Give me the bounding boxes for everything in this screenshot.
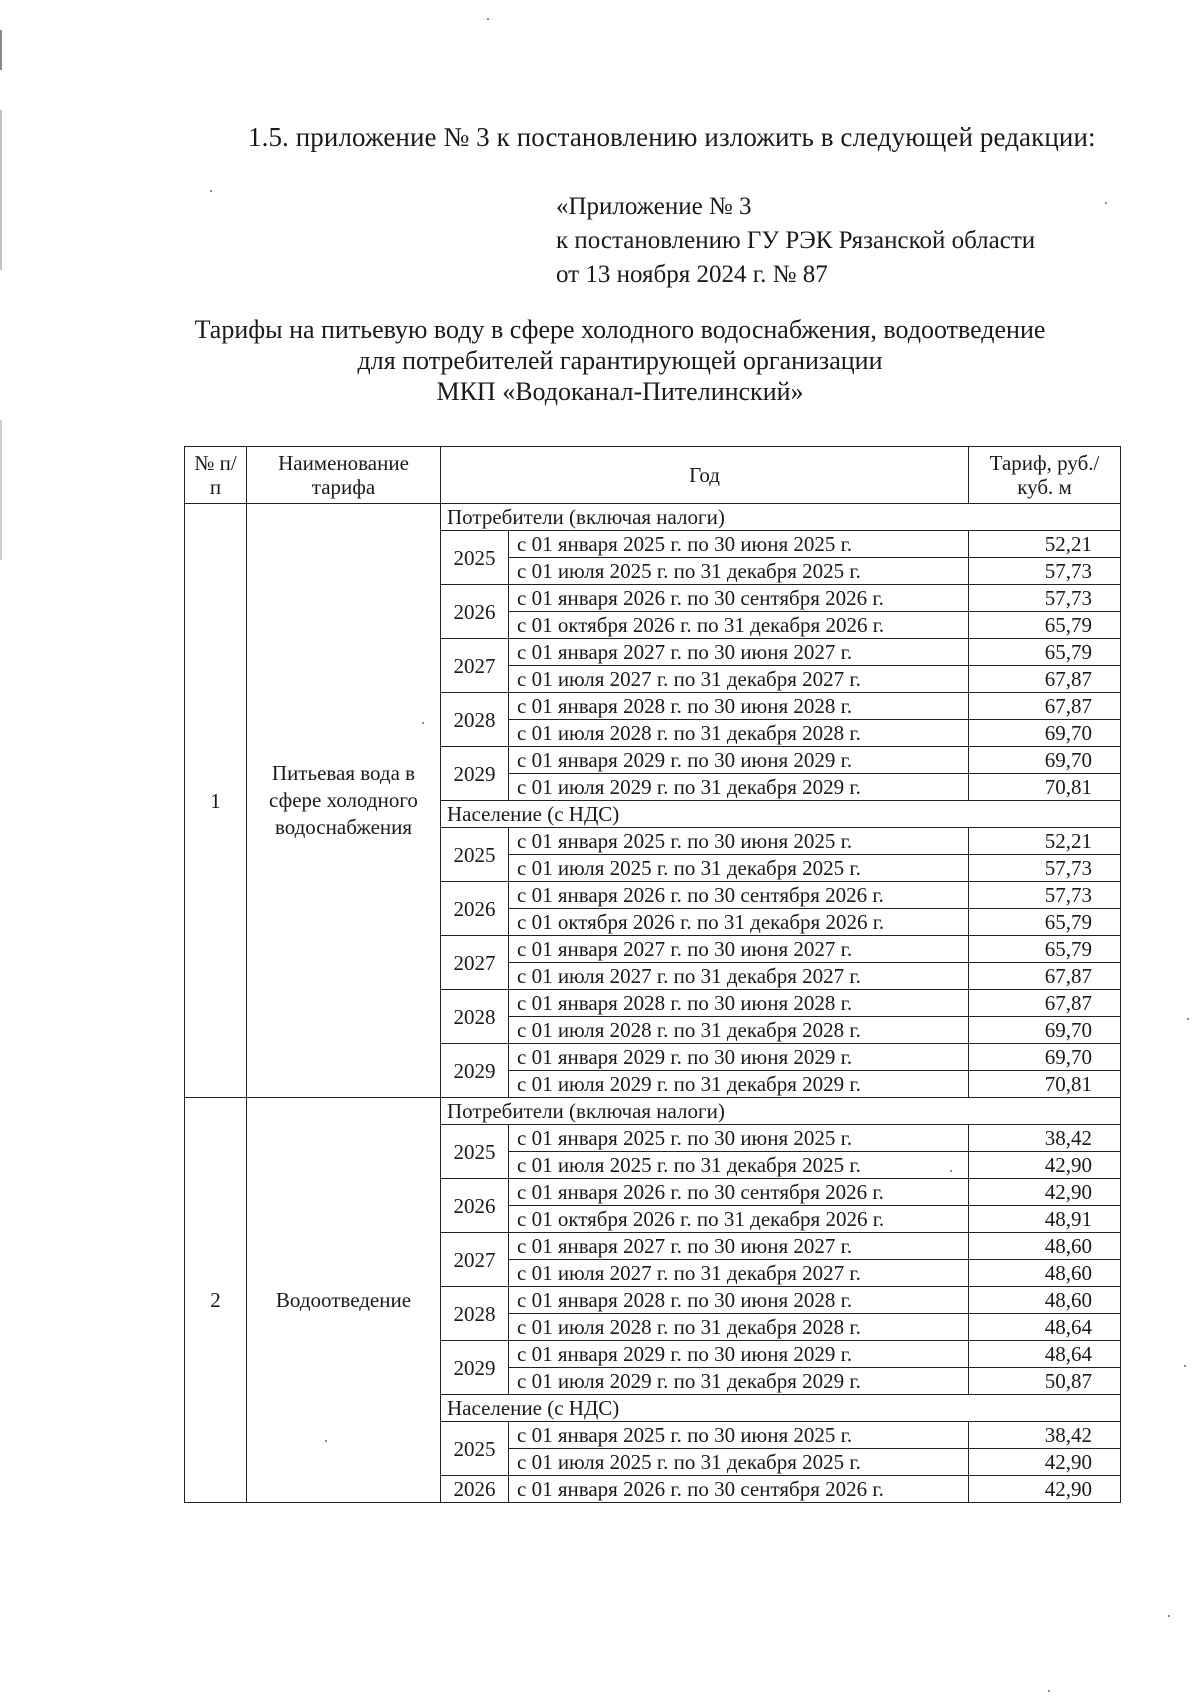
group-name-cell: Питьевая вода в сфере холодного водоснабжения (247, 504, 441, 1098)
tariff-value-cell: 48,60 (969, 1233, 1121, 1260)
year-cell: 2029 (441, 1341, 509, 1395)
tariff-value-cell: 65,79 (969, 909, 1121, 936)
tariff-value-cell: 70,81 (969, 1071, 1121, 1098)
period-cell: с 01 июля 2028 г. по 31 декабря 2028 г. (509, 1017, 969, 1044)
scan-speck (422, 722, 424, 724)
tariff-value-cell: 65,79 (969, 936, 1121, 963)
scan-speck (1048, 1690, 1050, 1692)
period-cell: с 01 июля 2027 г. по 31 декабря 2027 г. (509, 1260, 969, 1287)
year-cell: 2025 (441, 1422, 509, 1476)
period-cell: с 01 июля 2028 г. по 31 декабря 2028 г. (509, 720, 969, 747)
tariff-value-cell: 57,73 (969, 855, 1121, 882)
tariff-value-cell: 52,21 (969, 828, 1121, 855)
tariff-value-cell: 52,21 (969, 531, 1121, 558)
tariff-value-cell: 38,42 (969, 1125, 1121, 1152)
header-num: № п/п (185, 447, 247, 504)
scan-edge-mark (0, 420, 2, 560)
tariff-value-cell: 57,73 (969, 882, 1121, 909)
tariff-value-cell: 48,60 (969, 1260, 1121, 1287)
period-cell: с 01 января 2029 г. по 30 июня 2029 г. (509, 1044, 969, 1071)
tariff-value-cell: 65,79 (969, 612, 1121, 639)
tariff-value-cell: 70,81 (969, 774, 1121, 801)
section-label-cell: Потребители (включая налоги) (441, 504, 1121, 531)
tariff-value-cell: 69,70 (969, 1017, 1121, 1044)
tariff-value-cell: 42,90 (969, 1449, 1121, 1476)
tariff-value-cell: 69,70 (969, 1044, 1121, 1071)
period-cell: с 01 января 2025 г. по 30 июня 2025 г. (509, 1125, 969, 1152)
section-label-cell: Население (с НДС) (441, 801, 1121, 828)
year-cell: 2025 (441, 531, 509, 585)
scan-speck (325, 1440, 327, 1442)
year-cell: 2025 (441, 828, 509, 882)
period-cell: с 01 июля 2027 г. по 31 декабря 2027 г. (509, 963, 969, 990)
tariff-value-cell: 67,87 (969, 666, 1121, 693)
scan-edge-mark (0, 110, 2, 270)
period-cell: с 01 июля 2025 г. по 31 декабря 2025 г. (509, 1449, 969, 1476)
tariff-value-cell: 48,64 (969, 1341, 1121, 1368)
year-cell: 2028 (441, 693, 509, 747)
amendment-intro: 1.5. приложение № 3 к постановлению изложить в следующей редакции: (248, 122, 1096, 152)
period-cell: с 01 июля 2029 г. по 31 декабря 2029 г. (509, 1368, 969, 1395)
tariff-value-cell: 42,90 (969, 1476, 1121, 1503)
tariff-value-cell: 50,87 (969, 1368, 1121, 1395)
year-cell: 2027 (441, 1233, 509, 1287)
section-label-cell: Потребители (включая налоги) (441, 1098, 1121, 1125)
period-cell: с 01 июля 2029 г. по 31 декабря 2029 г. (509, 1071, 969, 1098)
header-tariff: Тариф, руб./куб. м (969, 447, 1121, 504)
section-row (185, 504, 1121, 531)
period-cell: с 01 января 2026 г. по 30 сентября 2026 г. (509, 882, 969, 909)
period-cell: с 01 января 2025 г. по 30 июня 2025 г. (509, 1422, 969, 1449)
year-cell: 2026 (441, 1476, 509, 1503)
year-cell: 2028 (441, 1287, 509, 1341)
scan-speck (487, 18, 489, 20)
year-cell: 2026 (441, 585, 509, 639)
period-cell: с 01 июля 2025 г. по 31 декабря 2025 г. (509, 558, 969, 585)
group-number-cell: 1 (185, 504, 247, 1098)
tariff-value-cell: 48,64 (969, 1314, 1121, 1341)
period-cell: с 01 июля 2025 г. по 31 декабря 2025 г. (509, 1152, 969, 1179)
tariff-value-cell: 65,79 (969, 639, 1121, 666)
scan-speck (950, 1170, 952, 1172)
appendix-line-2: к постановлению ГУ РЭК Рязанской области (556, 227, 1036, 254)
period-cell: с 01 января 2027 г. по 30 июня 2027 г. (509, 936, 969, 963)
tariff-value-cell: 69,70 (969, 747, 1121, 774)
period-cell: с 01 января 2029 г. по 30 июня 2029 г. (509, 747, 969, 774)
period-cell: с 01 января 2028 г. по 30 июня 2028 г. (509, 693, 969, 720)
period-cell: с 01 января 2027 г. по 30 июня 2027 г. (509, 1233, 969, 1260)
tariff-value-cell: 38,42 (969, 1422, 1121, 1449)
tariff-value-cell: 48,91 (969, 1206, 1121, 1233)
period-cell: с 01 января 2026 г. по 30 сентября 2026 г. (509, 585, 969, 612)
scan-speck (1105, 202, 1107, 204)
title-line-1: Тарифы на питьевую воду в сфере холодного водоснабжения, водоотведение (194, 315, 1046, 344)
period-cell: с 01 июля 2029 г. по 31 декабря 2029 г. (509, 774, 969, 801)
tariff-value-cell: 67,87 (969, 693, 1121, 720)
year-cell: 2026 (441, 1179, 509, 1233)
scan-edge-mark (0, 30, 2, 70)
period-cell: с 01 января 2029 г. по 30 июня 2029 г. (509, 1341, 969, 1368)
appendix-line-3: от 13 ноября 2024 г. № 87 (556, 261, 828, 288)
appendix-line-1: «Приложение № 3 (556, 193, 752, 220)
header-year: Год (441, 447, 969, 504)
header-name: Наименование тарифа (247, 447, 441, 504)
scan-speck (1168, 1615, 1170, 1617)
tariff-value-cell: 42,90 (969, 1152, 1121, 1179)
period-cell: с 01 октября 2026 г. по 31 декабря 2026 г. (509, 1206, 969, 1233)
year-cell: 2027 (441, 639, 509, 693)
period-cell: с 01 января 2027 г. по 30 июня 2027 г. (509, 639, 969, 666)
tariff-value-cell: 69,70 (969, 720, 1121, 747)
tariff-value-cell: 48,60 (969, 1287, 1121, 1314)
period-cell: с 01 октября 2026 г. по 31 декабря 2026 г. (509, 612, 969, 639)
period-cell: с 01 января 2026 г. по 30 сентября 2026 г. (509, 1179, 969, 1206)
tariff-value-cell: 42,90 (969, 1179, 1121, 1206)
title-line-3: МКП «Водоканал-Пителинский» (436, 377, 804, 406)
period-cell: с 01 января 2025 г. по 30 июня 2025 г. (509, 828, 969, 855)
scan-speck (1184, 1365, 1186, 1367)
period-cell: с 01 июля 2027 г. по 31 декабря 2027 г. (509, 666, 969, 693)
title-line-2: для потребителей гарантирующей организации (357, 346, 883, 375)
year-cell: 2029 (441, 1044, 509, 1098)
year-cell: 2029 (441, 747, 509, 801)
period-cell: с 01 января 2028 г. по 30 июня 2028 г. (509, 990, 969, 1017)
section-row (185, 1098, 1121, 1125)
section-label-cell: Население (с НДС) (441, 1395, 1121, 1422)
tariff-value-cell: 67,87 (969, 990, 1121, 1017)
period-cell: с 01 января 2026 г. по 30 сентября 2026 г. (509, 1476, 969, 1503)
year-cell: 2026 (441, 882, 509, 936)
tariff-value-cell: 57,73 (969, 585, 1121, 612)
scan-speck (210, 190, 212, 192)
group-name-cell: Водоотведение (247, 1098, 441, 1503)
year-cell: 2027 (441, 936, 509, 990)
tariff-table (184, 446, 1121, 1503)
table-body (185, 504, 1121, 1503)
group-number-cell: 2 (185, 1098, 247, 1503)
document-title (150, 314, 1090, 407)
tariff-value-cell: 57,73 (969, 558, 1121, 585)
period-cell: с 01 июля 2025 г. по 31 декабря 2025 г. (509, 855, 969, 882)
tariff-value-cell: 67,87 (969, 963, 1121, 990)
period-cell: с 01 июля 2028 г. по 31 декабря 2028 г. (509, 1314, 969, 1341)
appendix-header (556, 190, 1035, 292)
year-cell: 2025 (441, 1125, 509, 1179)
period-cell: с 01 января 2025 г. по 30 июня 2025 г. (509, 531, 969, 558)
period-cell: с 01 января 2028 г. по 30 июня 2028 г. (509, 1287, 969, 1314)
period-cell: с 01 октября 2026 г. по 31 декабря 2026 г. (509, 909, 969, 936)
year-cell: 2028 (441, 990, 509, 1044)
scan-speck (1187, 1018, 1189, 1020)
table-header-row (185, 447, 1121, 504)
